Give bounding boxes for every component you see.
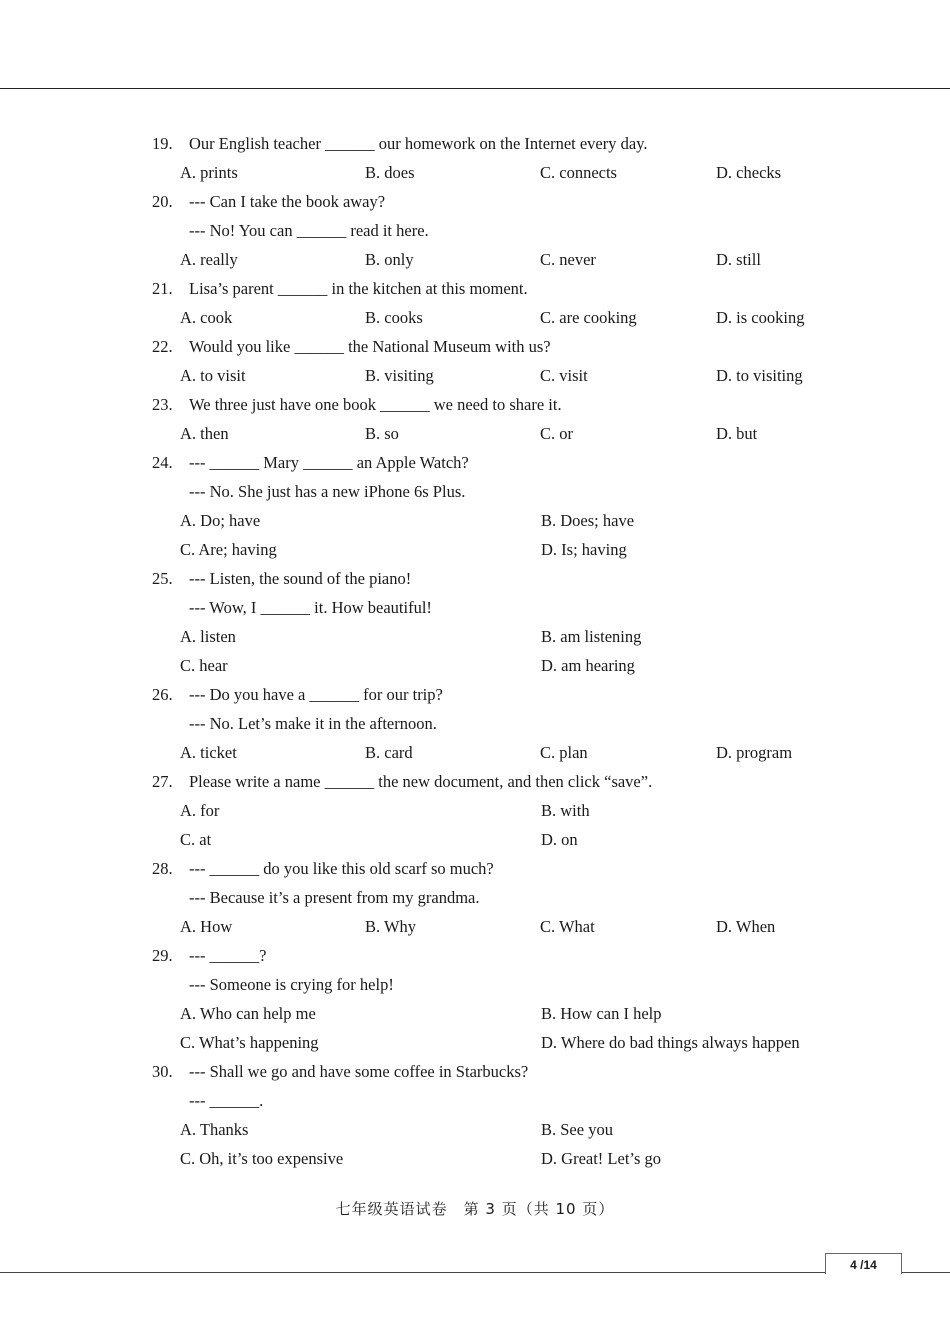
answer-option: D. Is; having <box>541 540 627 559</box>
question-stem: --- Listen, the sound of the piano! <box>189 569 412 588</box>
answer-option: D. but <box>716 424 758 443</box>
question-number: 19. <box>152 134 173 153</box>
answer-option: B. does <box>365 163 415 182</box>
answer-option: B. How can I help <box>541 1004 662 1023</box>
answer-option: A. How <box>180 917 233 936</box>
answer-option: A. cook <box>180 308 233 327</box>
question-number: 20. <box>152 192 173 211</box>
answer-option: C. never <box>540 250 596 269</box>
question-number: 24. <box>152 453 173 472</box>
question-number: 23. <box>152 395 173 414</box>
dialogue-line: --- Wow, I ______ it. How beautiful! <box>189 598 432 617</box>
answer-option: C. connects <box>540 163 617 182</box>
answer-option: A. Thanks <box>180 1120 249 1139</box>
answer-option: C. are cooking <box>540 308 637 327</box>
question-number: 30. <box>152 1062 173 1081</box>
bottom-rule <box>0 1272 950 1273</box>
answer-option: D. Great! Let’s go <box>541 1149 662 1168</box>
answer-option: B. card <box>365 743 413 762</box>
question-stem: --- Can I take the book away? <box>189 192 386 211</box>
question-stem: --- ______ Mary ______ an Apple Watch? <box>189 453 469 472</box>
answer-option: D. Where do bad things always happen <box>541 1033 800 1052</box>
question-stem: Please write a name ______ the new document, and then click “save”. <box>189 772 653 791</box>
question-stem: Would you like ______ the National Museum with us? <box>189 337 551 356</box>
answer-option: C. What’s happening <box>180 1033 319 1052</box>
answer-option: B. visiting <box>365 366 434 385</box>
question-number: 22. <box>152 337 173 356</box>
answer-option: B. with <box>541 801 590 820</box>
question-stem: --- Do you have a ______ for our trip? <box>189 685 443 704</box>
answer-option: B. Does; have <box>541 511 635 530</box>
answer-option: A. Do; have <box>180 511 261 530</box>
answer-option: A. Who can help me <box>180 1004 316 1023</box>
question-number: 21. <box>152 279 173 298</box>
answer-option: D. When <box>716 917 776 936</box>
answer-option: B. am listening <box>541 627 642 646</box>
answer-option: B. so <box>365 424 399 443</box>
answer-option: C. Oh, it’s too expensive <box>180 1149 344 1168</box>
answer-option: D. to visiting <box>716 366 803 385</box>
page-indicator: 4 /14 <box>825 1253 902 1274</box>
answer-option: A. really <box>180 250 238 269</box>
question-number: 26. <box>152 685 173 704</box>
question-stem: --- ______? <box>189 946 267 965</box>
answer-option: B. See you <box>541 1120 613 1139</box>
answer-option: C. visit <box>540 366 588 385</box>
dialogue-line: --- No. She just has a new iPhone 6s Plus. <box>189 482 466 501</box>
answer-option: D. program <box>716 743 793 762</box>
answer-option: C. or <box>540 424 573 443</box>
dialogue-line: --- No! You can ______ read it here. <box>189 221 429 240</box>
answer-option: D. am hearing <box>541 656 635 675</box>
answer-option: A. to visit <box>180 366 246 385</box>
answer-option: B. only <box>365 250 414 269</box>
question-stem: Lisa’s parent ______ in the kitchen at this moment. <box>189 279 528 298</box>
answer-option: A. ticket <box>180 743 237 762</box>
page-footer: 七年级英语试卷 第 3 页（共 10 页） <box>335 1200 615 1218</box>
answer-option: A. prints <box>180 163 238 182</box>
question-number: 29. <box>152 946 173 965</box>
answer-option: D. on <box>541 830 578 849</box>
answer-option: C. What <box>540 917 595 936</box>
answer-option: D. is cooking <box>716 308 805 327</box>
question-stem: We three just have one book ______ we need to share it. <box>189 395 562 414</box>
answer-option: A. then <box>180 424 229 443</box>
question-stem: Our English teacher ______ our homework on the Internet every day. <box>189 134 648 153</box>
answer-option: B. Why <box>365 917 417 936</box>
answer-option: C. at <box>180 830 212 849</box>
dialogue-line: --- Someone is crying for help! <box>189 975 394 994</box>
question-number: 27. <box>152 772 173 791</box>
question-stem: --- Shall we go and have some coffee in Starbucks? <box>189 1062 529 1081</box>
question-stem: --- ______ do you like this old scarf so much? <box>189 859 494 878</box>
answer-option: D. checks <box>716 163 782 182</box>
question-number: 25. <box>152 569 173 588</box>
dialogue-line: --- ______. <box>189 1091 264 1110</box>
answer-option: C. hear <box>180 656 228 675</box>
answer-option: D. still <box>716 250 761 269</box>
dialogue-line: --- Because it’s a present from my grandma. <box>189 888 480 907</box>
question-number: 28. <box>152 859 173 878</box>
answer-option: B. cooks <box>365 308 423 327</box>
dialogue-line: --- No. Let’s make it in the afternoon. <box>189 714 437 733</box>
answer-option: A. for <box>180 801 220 820</box>
answer-option: C. plan <box>540 743 588 762</box>
answer-option: C. Are; having <box>180 540 277 559</box>
answer-option: A. listen <box>180 627 236 646</box>
